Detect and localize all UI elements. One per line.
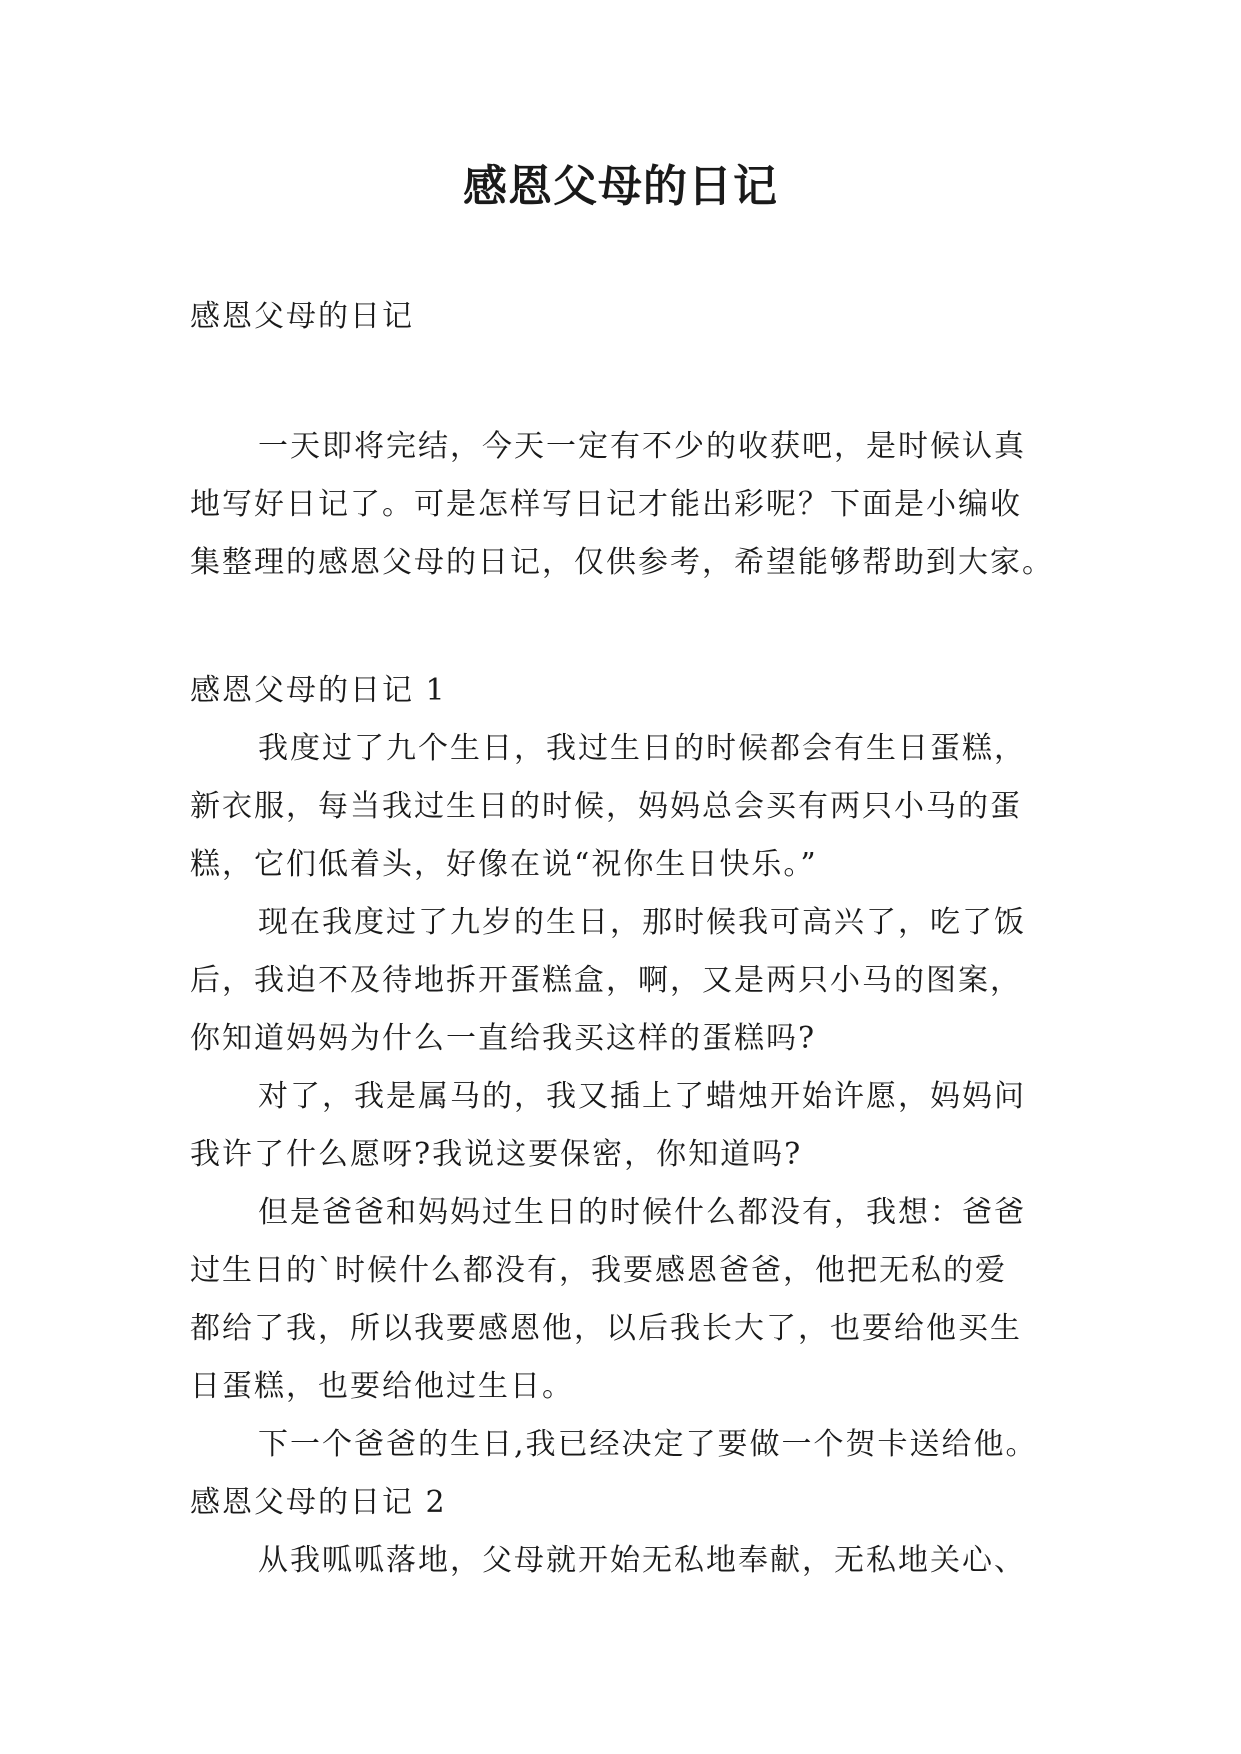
- section-1-line: 我许了什么愿呀?我说这要保密，你知道吗?: [190, 1137, 803, 1172]
- section-1-line: 后，我迫不及待地拆开蛋糕盒，啊，又是两只小马的图案，: [190, 963, 1022, 998]
- intro-paragraph: [190, 418, 1060, 592]
- section-1-line: 过生日的`时候什么都没有，我要感恩爸爸，他把无私的爱: [190, 1253, 1007, 1288]
- section-1-heading: 感恩父母的日记 1: [190, 673, 447, 708]
- section-2: [190, 1474, 1060, 1590]
- section-1-line: 现在我度过了九岁的生日，那时候我可高兴了，吃了饭: [258, 905, 1026, 940]
- intro-line: 集整理的感恩父母的日记，仅供参考，希望能够帮助到大家。: [190, 545, 1054, 580]
- section-2-line: 从我呱呱落地，父母就开始无私地奉献，无私地关心、: [258, 1543, 1026, 1578]
- section-1-line: 下一个爸爸的生日,我已经决定了要做一个贺卡送给他。: [258, 1427, 1038, 1462]
- intro-line: 地写好日记了。可是怎样写日记才能出彩呢？下面是小编收: [190, 487, 1022, 522]
- document-title: 感恩父母的日记: [463, 161, 778, 212]
- intro-line: 一天即将完结，今天一定有不少的收获吧，是时候认真: [258, 429, 1026, 464]
- section-1-line: 都给了我，所以我要感恩他，以后我长大了，也要给他买生: [190, 1311, 1022, 1346]
- section-1-line: 糕，它们低着头，好像在说“祝你生日快乐。”: [190, 847, 818, 882]
- section-1-line: 对了，我是属马的，我又插上了蜡烛开始许愿，妈妈问: [258, 1079, 1026, 1114]
- section-1-line: 但是爸爸和妈妈过生日的时候什么都没有，我想：爸爸: [258, 1195, 1026, 1230]
- section-1-line: 日蛋糕，也要给他过生日。: [190, 1369, 574, 1404]
- section-2-heading: 感恩父母的日记 2: [190, 1485, 447, 1520]
- section-1-line: 我度过了九个生日，我过生日的时候都会有生日蛋糕，: [258, 731, 1026, 766]
- section-1-line: 新衣服，每当我过生日的时候，妈妈总会买有两只小马的蛋: [190, 789, 1022, 824]
- section-1-line: 你知道妈妈为什么一直给我买这样的蛋糕吗?: [190, 1021, 817, 1056]
- document-body: [190, 288, 1060, 1590]
- section-1: [190, 662, 1060, 1474]
- subtitle: 感恩父母的日记: [190, 299, 414, 334]
